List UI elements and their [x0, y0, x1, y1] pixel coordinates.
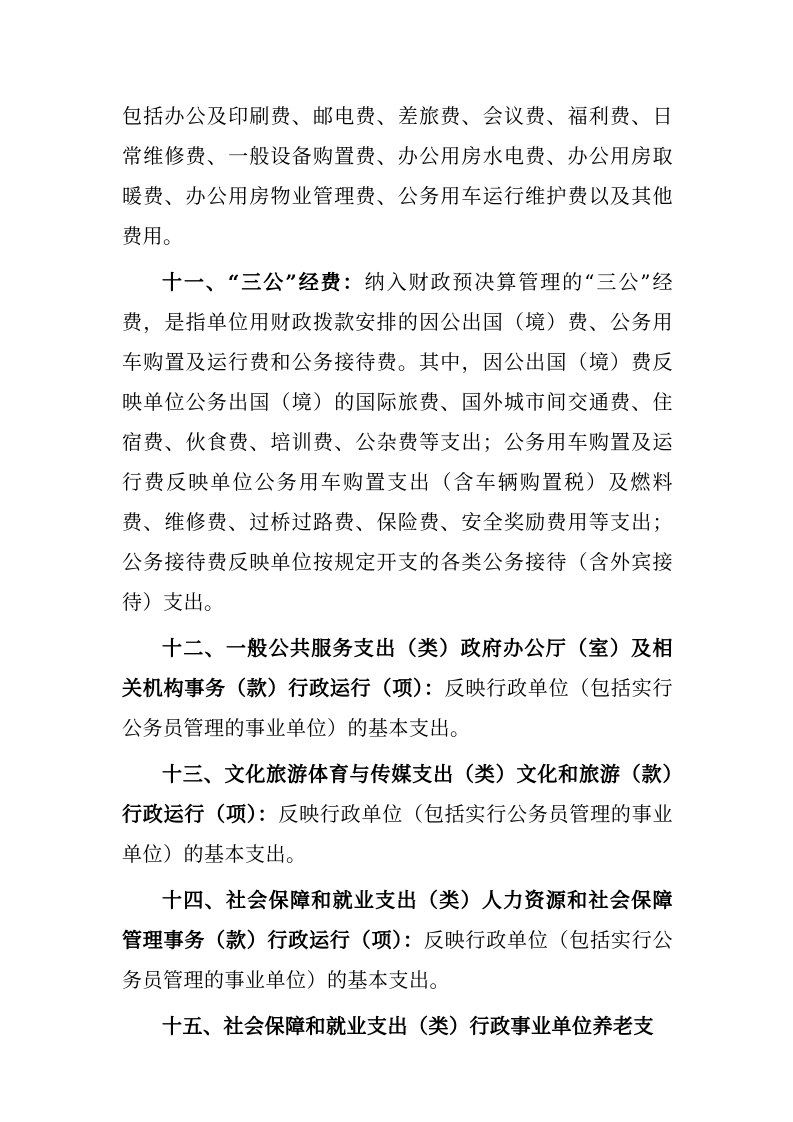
document-page	[122, 96, 673, 1052]
paragraph-heading: 十三、文化旅游体育与传媒支出（类）文化和旅游（款）行政运行（项）：	[122, 762, 673, 826]
paragraph-heading: 十五、社会保障和就业支出（类）行政事业单位养老支	[162, 1014, 654, 1038]
paragraph-culture-tourism	[122, 754, 673, 874]
paragraph-text: 反映行政单位（包括实行公务员管理的事业单位）的基本支出。	[122, 802, 674, 866]
paragraph-three-public-funds	[122, 262, 673, 622]
paragraph-text: 纳入财政预决算管理的“三公”经费，是指单位用财政拨款安排的因公出国（境）费、公务用车购置及运行费和公务接待费。其中，因公出国（境）费反映单位公务出国（境）的国际旅费、国外城市间交通费、住宿费、伙食费、培训费、公杂费等支出；公务用车购置及运行费反映单位公务用车购置支出（含车辆购置税）及燃料费、维修费、过桥过路费、保险费、安全奖励费用等支出；公务接待费反映单位按规定开支的各类公务接待（含外宾接待）支出。	[122, 270, 673, 614]
paragraph-text: 反映行政单位（包括实行公务员管理的事业单位）的基本支出。	[122, 928, 674, 992]
paragraph-text: 包括办公及印刷费、邮电费、差旅费、会议费、福利费、日常维修费、一般设备购置费、办公用房水电费、办公用房取暖费、办公用房物业管理费、公务用车运行维护费以及其他费用。	[122, 104, 673, 248]
paragraph-continuation	[122, 96, 673, 256]
paragraph-social-security-pension	[122, 1006, 673, 1046]
paragraph-heading: 十四、社会保障和就业支出（类）人力资源和社会保障管理事务（款）行政运行（项）：	[122, 888, 673, 952]
paragraph-social-security-hr	[122, 880, 673, 1000]
paragraph-text: 反映行政单位（包括实行公务员管理的事业单位）的基本支出。	[122, 676, 674, 740]
paragraph-general-public-services	[122, 628, 673, 748]
paragraph-heading: 十二、一般公共服务支出（类）政府办公厅（室）及相关机构事务（款）行政运行（项）：	[122, 636, 673, 700]
paragraph-heading: 十一、“三公”经费：	[162, 270, 365, 294]
